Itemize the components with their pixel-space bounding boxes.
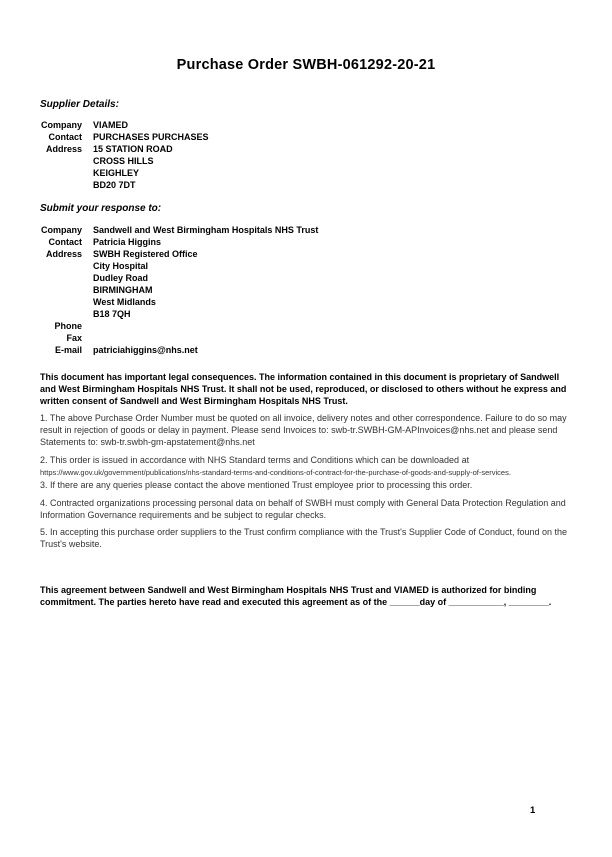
submit-company-value: Sandwell and West Birmingham Hospitals NHS Trust xyxy=(93,225,319,235)
submit-address-line: BIRMINGHAM xyxy=(93,285,153,295)
term-paragraph-2 xyxy=(40,454,575,478)
submit-email-row xyxy=(40,344,318,356)
supplier-company-value: VIAMED xyxy=(93,120,129,130)
term-paragraph-1: 1. The above Purchase Order Number must be quoted on all invoice, delivery notes and other correspondence. Failure to do so may result in rejection of goods or delay in payment. Please send Invoices to: swb-tr.SWBH-GM-APInvoices@nhs.net and please send Statements to: swb-tr.swbh-gm-apstatement@nhs.net xyxy=(40,413,567,447)
term-2-text: 2. This order is issued in accordance with NHS Standard terms and Conditions which can be downloaded at xyxy=(40,455,470,465)
supplier-address-line: CROSS HILLS xyxy=(93,156,154,166)
supplier-details-block xyxy=(40,119,209,191)
supplier-address-row xyxy=(40,143,209,155)
submit-response-heading: Submit your response to: xyxy=(40,203,162,214)
submit-address-row xyxy=(40,248,318,260)
submit-fax-row xyxy=(40,332,318,344)
submit-company-label: Company xyxy=(40,225,82,235)
submit-contact-value: Patricia Higgins xyxy=(93,237,162,247)
agreement-paragraph: This agreement between Sandwell and West Birmingham Hospitals NHS Trust and VIAMED is authorized for binding commitment. The parties hereto have read and executed this agreement as of the ______day of ___________, ________. xyxy=(40,585,552,607)
submit-address-label: Address xyxy=(45,249,82,259)
supplier-address-row xyxy=(40,167,209,179)
supplier-address-line: KEIGHLEY xyxy=(93,168,140,178)
submit-address-row xyxy=(40,260,318,272)
terms-url-text: https://www.gov.uk/government/publications/nhs-standard-terms-and-conditions-of-contract-for-the-purchase-of-goods-and-supply-of-services. xyxy=(40,468,511,477)
supplier-details-heading: Supplier Details: xyxy=(40,99,119,110)
submit-address-line: West Midlands xyxy=(93,297,156,307)
supplier-contact-value: PURCHASES PURCHASES xyxy=(93,132,209,142)
submit-email-label: E-mail xyxy=(54,345,82,355)
submit-address-row xyxy=(40,284,318,296)
submit-fax-label: Fax xyxy=(66,333,82,343)
submit-address-row xyxy=(40,296,318,308)
supplier-address-row xyxy=(40,179,209,191)
submit-contact-row xyxy=(40,236,318,248)
submit-phone-row xyxy=(40,320,318,332)
submit-address-line: City Hospital xyxy=(93,261,149,271)
supplier-company-row xyxy=(40,119,209,131)
supplier-address-label: Address xyxy=(45,144,82,154)
submit-address-row xyxy=(40,272,318,284)
submit-phone-label: Phone xyxy=(54,321,82,331)
term-paragraph-4: 4. Contracted organizations processing personal data on behalf of SWBH must comply with General Data Protection Regulation and Information Governance requirements and be subject to regular checks. xyxy=(40,498,566,520)
term-paragraph-5: 5. In accepting this purchase order suppliers to the Trust confirm compliance with the Trust's Supplier Code of Conduct, found on the Trust's website. xyxy=(40,527,568,549)
submit-address-line: SWBH Registered Office xyxy=(93,249,198,259)
submit-address-line: Dudley Road xyxy=(93,273,149,283)
supplier-address-line: BD20 7DT xyxy=(93,180,136,190)
submit-email-value: patriciahiggins@nhs.net xyxy=(93,345,198,355)
supplier-contact-row xyxy=(40,131,209,143)
submit-address-row xyxy=(40,308,318,320)
supplier-address-line: 15 STATION ROAD xyxy=(93,144,173,154)
page-title: Purchase Order SWBH-061292-20-21 xyxy=(176,57,436,73)
supplier-contact-label: Contact xyxy=(48,132,82,142)
submit-response-block xyxy=(40,224,318,356)
legal-notice-paragraph: This document has important legal consequences. The information contained in this document is proprietary of Sandwell and West Birmingham Hospitals NHS Trust. It shall not be used, reproduced, or disclosed to others without he express and written consent of Sandwell and West Birmingham Hospitals NHS Trust. xyxy=(40,372,567,406)
submit-contact-label: Contact xyxy=(48,237,82,247)
submit-company-row xyxy=(40,224,318,236)
supplier-address-row xyxy=(40,155,209,167)
submit-address-line: B18 7QH xyxy=(93,309,131,319)
page-number: 1 xyxy=(530,805,536,816)
term-paragraph-3: 3. If there are any queries please contact the above mentioned Trust employee prior to processing this order. xyxy=(40,480,473,490)
supplier-company-label: Company xyxy=(40,120,82,130)
